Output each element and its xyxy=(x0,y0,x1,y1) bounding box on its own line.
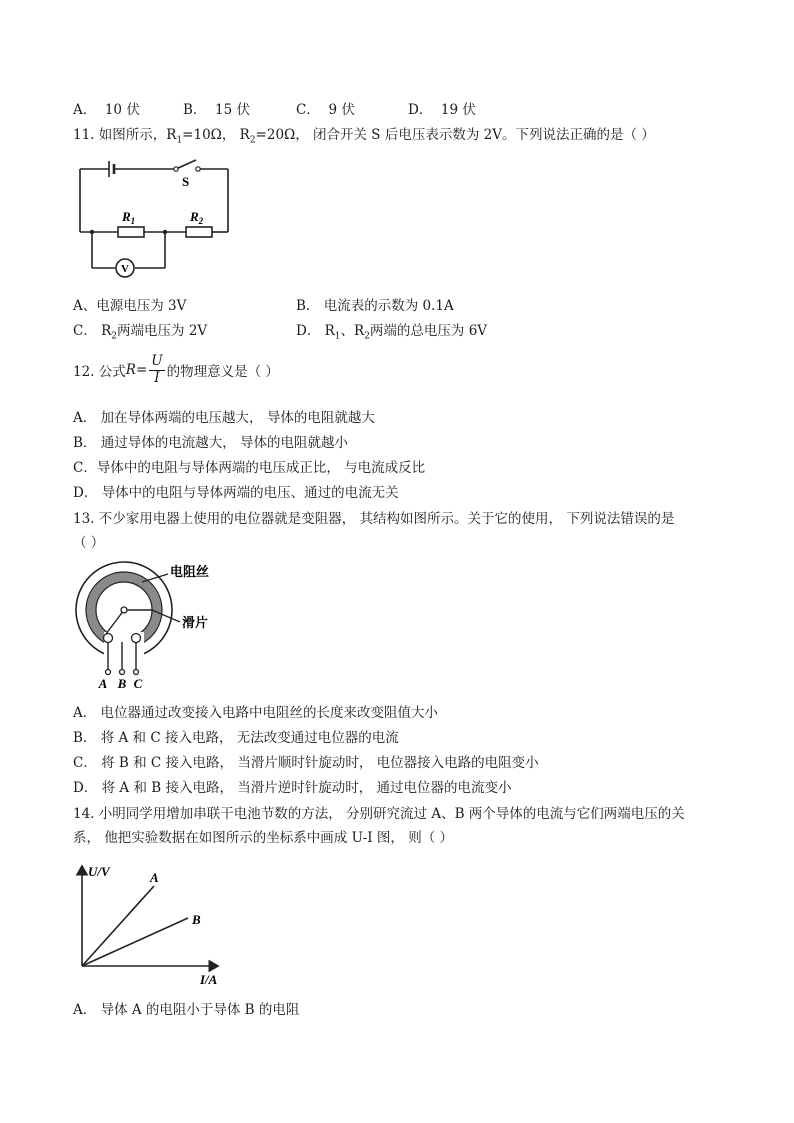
q13-stem: 13. 不少家用电器上使用的电位器就是变阻器， 其结构如图所示。关于它的使用， 下列说法错误的是 xyxy=(73,511,675,527)
q13-option-d: D． 将 A 和 B 接入电路， 当滑片逆时针旋动时， 通过电位器的电流变小 xyxy=(73,780,512,796)
q10-option-b: B． 15 伏 xyxy=(183,102,250,118)
q10-option-a: A． 10 伏 xyxy=(73,102,140,118)
q11-stem: 11. 如图所示，$R_1=10\Omega$， $R_2=20\Omega$， 闭合开关 S 后电压表示数为 2V。下列说法正确的是（ ） xyxy=(73,127,655,146)
slider-label: 滑片 xyxy=(182,615,209,630)
q12-option-a: A． 加在导体两端的电压越大， 导体的电阻就越大 xyxy=(73,410,375,426)
q11-option-d: D． $R_1$、$R_2$两端的总电压为 6V xyxy=(296,323,488,342)
resistance-wire-label: 电阻丝 xyxy=(170,564,210,579)
q10-option-c: C． 9 伏 xyxy=(296,102,355,118)
q11-option-a: A、电源电压为 3V xyxy=(73,298,187,314)
q13-option-a: A． 电位器通过改变接入电路中电阻丝的长度来改变阻值大小 xyxy=(73,705,439,721)
terminal-c-label: C xyxy=(133,676,143,691)
x-axis-label: I/A xyxy=(200,972,218,987)
switch-label: S xyxy=(182,174,190,189)
q14-ui-graph xyxy=(70,860,240,990)
voltmeter-label: V xyxy=(121,263,129,275)
q12-stem: 12. 公式 R = $\frac{U}{I}$ 的物理意义是（ ） xyxy=(73,353,279,386)
line-b-label: B xyxy=(192,912,201,927)
line-b xyxy=(82,918,188,966)
formula-fraction: $\frac{U}{I}$ xyxy=(151,353,163,386)
q13-option-c: C． 将 B 和 C 接入电路， 当滑片顺时针旋动时， 电位器接入电路的电阻变小 xyxy=(73,755,539,771)
q13-stem-paren: （ ） xyxy=(73,535,105,551)
line-a xyxy=(82,886,154,966)
q12-option-c: C．导体中的电阻与导体两端的电压成正比， 与电流成反比 xyxy=(73,460,426,476)
q14-stem: 14. 小明同学用增加串联干电池节数的方法， 分别研究流过 A、B 两个导体的电流与它们两端电压的关 xyxy=(73,806,685,822)
y-axis-label: U/V xyxy=(88,864,110,879)
q10-option-d: D． 19 伏 xyxy=(408,102,476,118)
terminal-a-label: A xyxy=(98,676,108,691)
q11-option-c: C． $R_2$两端电压为 2V xyxy=(73,323,208,342)
terminal-b-label: B xyxy=(117,676,127,691)
q11-option-b: B． 电流表的示数为 0.1A xyxy=(296,298,454,314)
q11-circuit-diagram xyxy=(72,155,242,280)
q13-potentiometer-diagram xyxy=(72,560,242,695)
r2-label: $R_2$ xyxy=(190,209,204,226)
q14-stem-line2: 系， 他把实验数据在如图所示的坐标系中画成 U-I 图， 则（ ） xyxy=(73,830,453,846)
q14-option-a: A． 导体 A 的电阻小于导体 B 的电阻 xyxy=(73,1002,300,1018)
q13-option-b: B． 将 A 和 C 接入电路， 无法改变通过电位器的电流 xyxy=(73,730,399,746)
q12-option-b: B． 通过导体的电流越大， 导体的电阻就越小 xyxy=(73,435,349,451)
line-a-label: A xyxy=(150,870,159,885)
r1-label: $R_1$ xyxy=(122,209,136,226)
q12-option-d: D． 导体中的电阻与导体两端的电压、通过的电流无关 xyxy=(73,485,399,501)
